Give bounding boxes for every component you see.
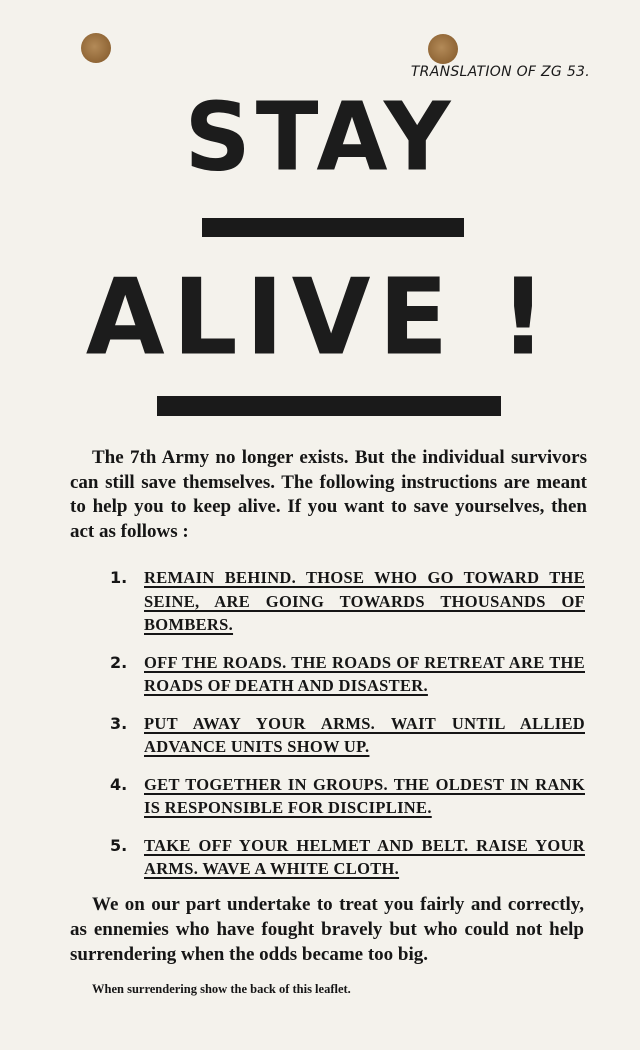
item-number: 3. [110, 713, 128, 733]
punch-hole-right [428, 34, 458, 64]
closing-paragraph: We on our part undertake to treat you fairly and correctly, as ennemies who have fought bravely but who could not help surrendering when the odds became too big. [70, 894, 584, 965]
footer-note: When surrendering show the back of this leaflet. [92, 982, 351, 996]
item-text: PUT AWAY YOUR ARMS. WAIT UNTIL ALLIED ADVANCE UNITS SHOW UP. [144, 713, 585, 756]
headline-rule-top [202, 218, 464, 237]
headline-alive: ALIVE ! [85, 256, 555, 380]
item-text: TAKE OFF YOUR HELMET AND BELT. RAISE YOUR ARMS. WAVE A WHITE CLOTH. [144, 835, 585, 878]
headline-stay: STAY [184, 81, 456, 192]
item-number: 4. [110, 774, 128, 794]
item-number: 5. [110, 835, 128, 855]
punch-hole-left [81, 33, 111, 63]
translation-reference: TRANSLATION OF ZG 53. [410, 64, 590, 80]
list-item [110, 651, 585, 698]
item-text: REMAIN BEHIND. THOSE WHO GO TOWARD THE SEINE, ARE GOING TOWARDS THOUSANDS OF BOMBERS. [144, 568, 585, 634]
item-text: GET TOGETHER IN GROUPS. THE OLDEST IN RANK IS RESPONSIBLE FOR DISCIPLINE. [144, 774, 585, 817]
list-item [110, 773, 585, 820]
intro-paragraph: The 7th Army no longer exists. But the individual survivors can still save themselves. The following instructions are meant to help you to keep alive. If you want to save yourselves, then act as follows : [70, 447, 587, 542]
item-text: OFF THE ROADS. THE ROADS OF RETREAT ARE THE ROADS OF DEATH AND DISASTER. [144, 652, 585, 695]
instruction-list [110, 566, 585, 895]
list-item [110, 712, 585, 759]
item-number: 2. [110, 652, 128, 672]
headline-rule-bottom [157, 396, 501, 416]
item-number: 1. [110, 568, 128, 587]
list-item [110, 834, 585, 881]
list-item [110, 566, 585, 637]
